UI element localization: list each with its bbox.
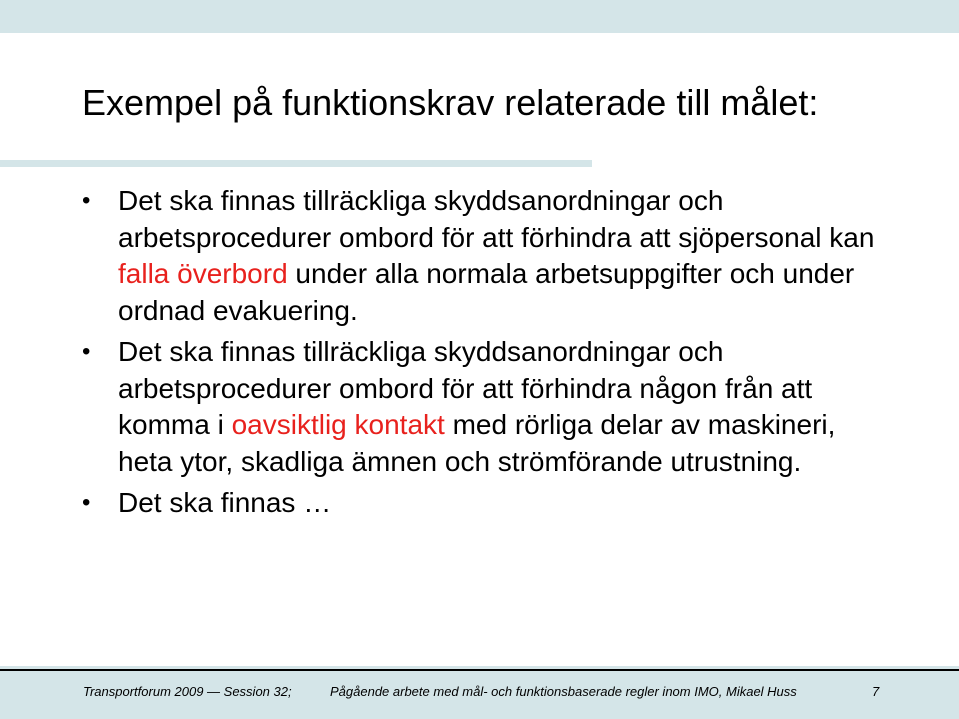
title-divider bbox=[0, 160, 592, 167]
footer-event: Transportforum 2009 — Session 32; bbox=[83, 684, 292, 699]
bullet-item-3 bbox=[82, 485, 882, 522]
bullet-1-text-before: Det ska finnas tillräckliga skyddsanordningar och arbetsprocedurer ombord för att förhindra att sjöpersonal kan bbox=[118, 185, 875, 253]
bullet-list bbox=[82, 183, 882, 527]
footer-divider bbox=[0, 669, 959, 671]
page-number: 7 bbox=[872, 684, 880, 699]
bullet-2-text-before: Det ska finnas tillräckliga skyddsanordningar och arbetsprocedurer ombord för att förhindra någon från att komma i bbox=[118, 336, 813, 440]
bullet-icon: • bbox=[82, 489, 91, 516]
bullet-icon: • bbox=[82, 338, 91, 365]
bullet-icon: • bbox=[82, 187, 91, 214]
bullet-item-2 bbox=[82, 334, 882, 480]
slide-title: Exempel på funktionskrav relaterade till målet: bbox=[82, 82, 819, 123]
bullet-1-text-after: under alla normala arbetsuppgifter och under ordnad evakuering. bbox=[118, 258, 855, 326]
bullet-2-highlight: oavsiktlig kontakt bbox=[231, 409, 445, 440]
top-band bbox=[0, 0, 959, 33]
bullet-1-highlight: falla överbord bbox=[118, 258, 288, 289]
bullet-item-1 bbox=[82, 183, 882, 329]
bullet-2-text-after: med rörliga delar av maskineri, heta ytor, skadliga ämnen och strömförande utrustning. bbox=[118, 409, 836, 477]
footer-talk-title: Pågående arbete med mål- och funktionsbaserade regler inom IMO, Mikael Huss bbox=[330, 684, 797, 699]
bullet-3-text: Det ska finnas … bbox=[118, 487, 332, 518]
